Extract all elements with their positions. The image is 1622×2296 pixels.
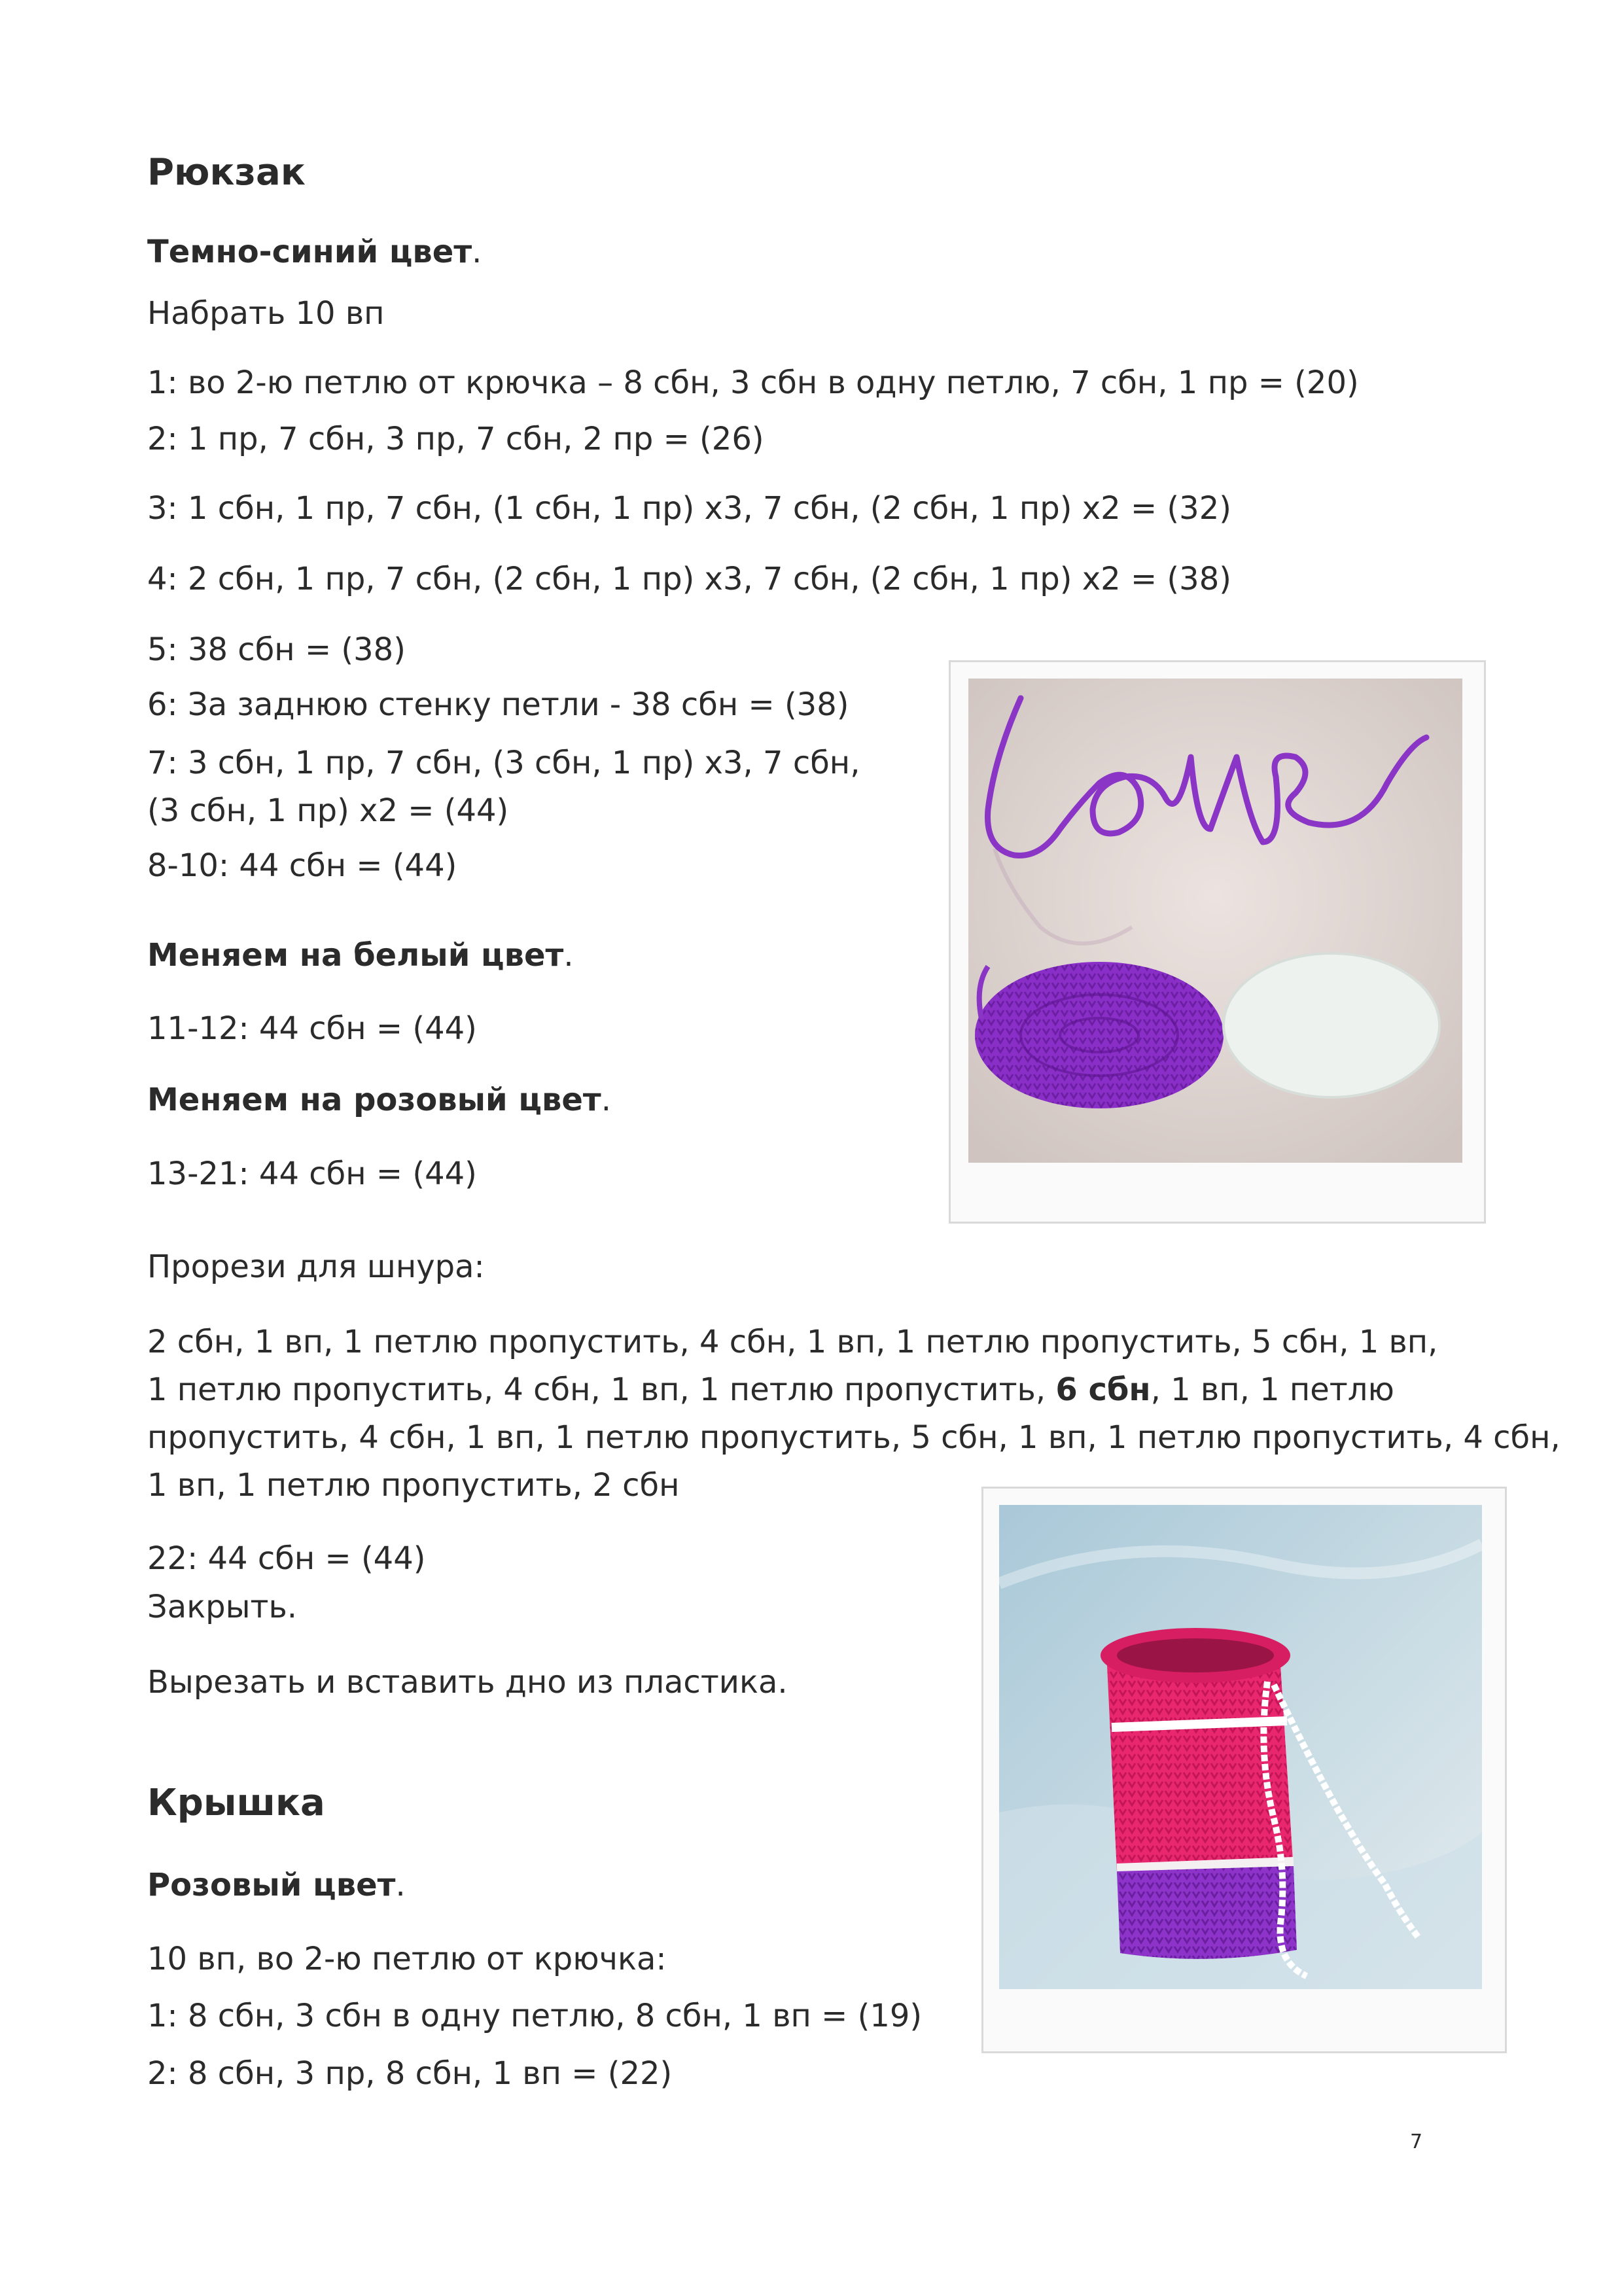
row-22: 22: 44 сбн = (44): [147, 1540, 426, 1577]
color-label-pink-dot: .: [395, 1867, 406, 1903]
color-label-navy: [147, 228, 482, 275]
row-3: 3: 1 сбн, 1 пр, 7 сбн, (1 сбн, 1 пр) x3, 7 сбн, (2 сбн, 1 пр) x2 = (32): [147, 490, 1231, 527]
section-title-backpack: Рюкзак: [147, 151, 306, 194]
color-label-text: Темно-синий цвет: [147, 234, 472, 270]
row-7a: 7: 3 сбн, 1 пр, 7 сбн, (3 сбн, 1 пр) x3, 7 сбн,: [147, 745, 860, 781]
change-white-dot: .: [563, 937, 574, 974]
row-6: 6: За заднюю стенку петли - 38 сбн = (38): [147, 686, 849, 723]
color-label-pink-text: Розовый цвет: [147, 1867, 396, 1903]
page-number: 7: [1410, 2130, 1423, 2153]
slots-line-2: [147, 1366, 1394, 1413]
change-pink: [147, 1076, 611, 1123]
section-title-lid: Крышка: [147, 1782, 325, 1824]
row-4: 4: 2 сбн, 1 пр, 7 сбн, (2 сбн, 1 пр) x3, 7 сбн, (2 сбн, 1 пр) x2 = (38): [147, 561, 1231, 597]
slots-line-2-bold: 6 сбн: [1055, 1371, 1151, 1408]
slots-line-2-part-b: , 1 вп, 1 петлю: [1150, 1371, 1394, 1408]
change-pink-dot: .: [601, 1082, 611, 1118]
photo-finished-backpack: [999, 1505, 1482, 1989]
purple-oval-base: [975, 962, 1224, 1108]
color-label-dot: .: [472, 234, 482, 270]
row-7b: (3 сбн, 1 пр) x2 = (44): [147, 792, 509, 829]
slots-line-2-part-a: 1 петлю пропустить, 4 сбн, 1 вп, 1 петлю пропустить,: [147, 1371, 1056, 1408]
slots-line-1: 2 сбн, 1 вп, 1 петлю пропустить, 4 сбн, 1 вп, 1 петлю пропустить, 5 сбн, 1 вп,: [147, 1324, 1438, 1360]
start-chain: Набрать 10 вп: [147, 295, 385, 332]
row-11-12: 11-12: 44 сбн = (44): [147, 1010, 477, 1047]
slots-line-3: пропустить, 4 сбн, 1 вп, 1 петлю пропустить, 5 сбн, 1 вп, 1 петлю пропустить, 4 сбн,: [147, 1419, 1560, 1456]
change-white: [147, 932, 574, 979]
row-13-21: 13-21: 44 сбн = (44): [147, 1156, 477, 1192]
lid-start: 10 вп, во 2-ю петлю от крючка:: [147, 1941, 667, 1977]
row-1: 1: во 2-ю петлю от крючка – 8 сбн, 3 сбн в одну петлю, 7 сбн, 1 пр = (20): [147, 364, 1359, 401]
photo-base-and-insert: [968, 679, 1462, 1163]
row-8-10: 8-10: 44 сбн = (44): [147, 847, 457, 884]
row-2: 2: 1 пр, 7 сбн, 3 пр, 7 сбн, 2 пр = (26): [147, 421, 764, 457]
change-white-text: Меняем на белый цвет: [147, 937, 564, 974]
change-pink-text: Меняем на розовый цвет: [147, 1082, 601, 1118]
slots-line-4: 1 вп, 1 петлю пропустить, 2 сбн: [147, 1467, 680, 1504]
lid-row-2: 2: 8 сбн, 3 пр, 8 сбн, 1 вп = (22): [147, 2055, 673, 2092]
lid-row-1: 1: 8 сбн, 3 сбн в одну петлю, 8 сбн, 1 вп = (19): [147, 1998, 923, 2034]
close-text: Закрыть.: [147, 1589, 298, 1625]
row-5: 5: 38 сбн = (38): [147, 631, 406, 668]
color-label-pink: [147, 1862, 406, 1909]
bottom-insert-text: Вырезать и вставить дно из пластика.: [147, 1664, 788, 1701]
backpack-purple-bottom: [1117, 1866, 1297, 1959]
slots-label: Прорези для шнура:: [147, 1248, 485, 1285]
plastic-insert: [1224, 953, 1439, 1097]
